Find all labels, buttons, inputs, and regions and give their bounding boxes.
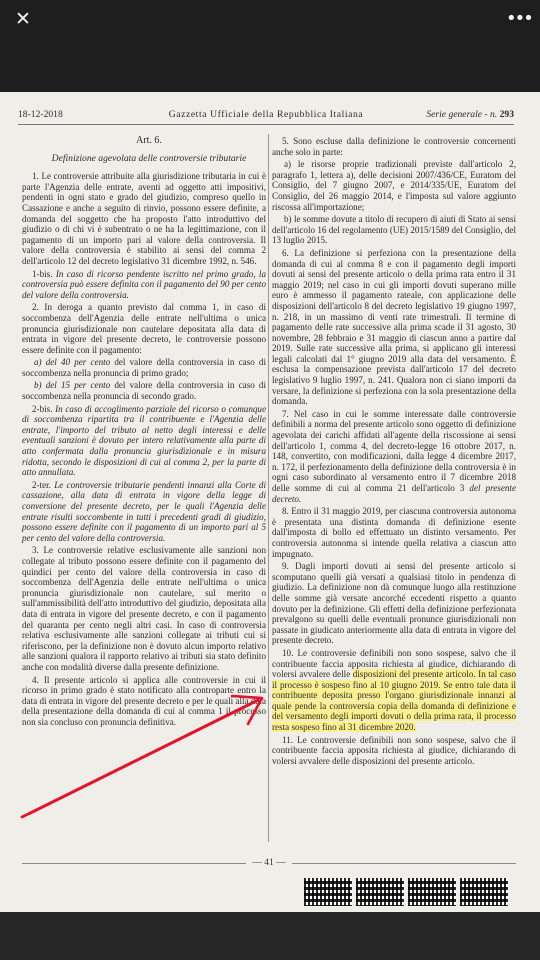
- paragraph-3: 3. Le controversie relative esclusivamente alle sanzioni non collegate al tributo possono essere definite con il pagamento del quindici per cento del valore della controversia in caso di soccombenza dell'Agenzia delle entrate nell'ultima o unica pronuncia giurisdizionale non cautelare, sul merito o sull'ammissibilità dell'atto introduttivo del giudizio, depositata alla data di entrata in vigore del presente decreto, e con il pagamento del quaranta per cento negli altri casi. In caso di controversia relativa esclusivamente alle sanzioni collegate ai tributi cui si riferiscono, per la definizione non è dovuto alcun importo relativo alle sanzioni qualora il rapporto relativo ai tributi sia stato definito anche con modalità diverse dalla presente definizione.: [22, 545, 266, 672]
- paragraph-2ter: 2-ter. Le controversie tributarie pendenti innanzi alla Corte di cassazione, alla data di entrata in vigore della legge di conversione del presente decreto, per le quali l'Agenzia delle entrate risulti soccombente in tutti i precedenti gradi di giudizio, possono essere definite con il pagamento di un importo pari al 5 per cento del valore della controversia.: [22, 479, 266, 543]
- header-series: [426, 108, 514, 122]
- qr-code-image: [408, 878, 456, 906]
- highlighted-text: disposizioni del presente articolo. In tal caso il processo è sospeso fino al 10 giugno 2019. Se entro tale data il contribuente deposita presso l'organo giurisdizionale innanzi al quale pende la controversia copia della domanda di definizione e del versamento degli importi dovuti o della prima rata, il processo resta sospeso fino al 31 dicembre 2020.: [272, 669, 516, 733]
- gazette-header: [18, 108, 514, 125]
- qr-code-image: [304, 878, 352, 906]
- viewer-bottom-bar: [0, 912, 540, 960]
- paragraph-5a: a) le risorse proprie tradizionali previste dall'articolo 2, paragrafo 1, lettera a), delle decisioni 2007/436/CE, Euratom del Consiglio, del 7 giugno 2007, e 2014/335/UE, Euratom del Consiglio, del 26 maggio 2014, e l'imposta sul valore aggiunto riscossa all'importazione;: [272, 159, 516, 212]
- paragraph-1: 1. Le controversie attribuite alla giurisdizione tributaria in cui è parte l'Agenzia delle entrate, aventi ad oggetto atti impositivi, pendenti in ogni stato e grado del giudizio, compreso quello in Cassazione e anche a seguito di rinvio, possono essere definite, a domanda del soggetto che ha proposto l'atto introduttivo del giudizio o di chi vi è subentrato o ne ha la legittimazione, con il pagamento di un importo pari al valore della controversia. Il valore della controversia è stabilito ai sensi del comma 2 dell'articolo 12 del decreto legislativo 31 dicembre 1992, n. 546.: [22, 171, 266, 266]
- footer-rule-left: [22, 863, 248, 864]
- header-title: Gazzetta Ufficiale della Repubblica Italiana: [168, 109, 364, 120]
- article-title: Art. 6.: [136, 135, 162, 146]
- header-series-label: Serie generale - n.: [426, 109, 500, 120]
- document-page: [0, 92, 540, 912]
- header-issue-number: 293: [499, 109, 514, 120]
- page-number: — 41 —: [246, 856, 291, 870]
- paragraph-5: 5. Sono escluse dalla definizione le controversie concernenti anche solo in parte:: [272, 136, 516, 157]
- left-column: [22, 136, 266, 729]
- paragraph-2: 2. In deroga a quanto previsto dal comma 1, in caso di soccombenza dell'Agenzia delle entrate nell'ultima o unica pronuncia giurisdizionale non cautelare depositata alla data di entrata in vigore del presente decreto, le controversie possono essere definite con il pagamento:: [22, 302, 266, 355]
- header-date: 18-12-2018: [18, 109, 63, 120]
- more-options-icon[interactable]: •••: [506, 8, 532, 29]
- column-divider: [268, 134, 269, 842]
- page-footer: [22, 856, 516, 872]
- paragraph-7: 7. Nel caso in cui le somme interessate dalle controversie definibili a norma del presente articolo sono oggetto di definizione agevolata dei carichi affidati all'agente della riscossione ai sensi dell'articolo 1, comma 4, del decreto-legge 16 ottobre 2017, n. 148, convertito, con modificazioni, dalla legge 4 dicembre 2017, n. 172, il perfezionamento della definizione della controversia è in ogni caso subordinato al versamento entro il 7 dicembre 2018 delle somme di cui al comma 21 dell'articolo 3 del presente decreto.: [272, 408, 516, 504]
- viewer-top-bar: [0, 0, 540, 92]
- paragraph-8: 8. Entro il 31 maggio 2019, per ciascuna controversia autonoma è presentata una distinta domanda di definizione esente dall'imposta di bollo ed effettuato un distinto versamento. Per controversia autonoma si intende quella relativa a ciascun atto impugnato.: [272, 506, 516, 559]
- qr-code-image: [460, 878, 508, 906]
- paragraph-10: 10. Le controversie definibili non sono sospese, salvo che il contribuente faccia apposita richiesta al giudice, dichiarando di volersi avvalere delle disposizioni del presente articolo. In tal caso il processo è sospeso fino al 10 giugno 2019. Se entro tale data il contribuente deposita presso l'organo giurisdizionale innanzi al quale pende la controversia copia della domanda di definizione e del versamento degli importi dovuti o della prima rata, il processo resta sospeso fino al 31 dicembre 2020.: [272, 647, 516, 733]
- paragraph-5b: b) le somme dovute a titolo di recupero di aiuti di Stato ai sensi dell'articolo 16 del regolamento (UE) 2015/1589 del Consiglio, del 13 luglio 2015.: [272, 214, 516, 246]
- paragraph-4: 4. Il presente articolo si applica alle controversie in cui il ricorso in primo grado è stato notificato alla controparte entro la data di entrata in vigore del presente decreto e per le quali alla data della presentazione della domanda di cui al comma 1 il processo non sia concluso con pronuncia definitiva.: [22, 674, 266, 727]
- article-subtitle: Definizione agevolata delle controversie tributarie: [51, 152, 247, 164]
- qr-code-image: [356, 878, 404, 906]
- paragraph-2b: b) del 15 per cento del valore della controversia in caso di soccombenza nella pronuncia di secondo grado.: [22, 380, 267, 402]
- paragraph-6: 6. La definizione si perfeziona con la presentazione della domanda di cui al comma 8 e con il pagamento degli importi dovuti ai sensi del presente articolo o della prima rata entro il 31 maggio 2019; nel caso in cui gli importi dovuti superano mille euro è ammesso il pagamento rateale, con applicazione delle disposizioni dell'articolo 8 del decreto legislativo 19 giugno 1997, n. 218, in un massimo di venti rate trimestrali. Il termine di pagamento delle rate successive alla prima scade il 31 agosto, 30 novembre, 28 febbraio e 31 maggio di ciascun anno a partire dal 2019. Sulle rate successive alla prima, si applicano gli interessi legali calcolati dal 1° giugno 2019 alla data del versamento. È esclusa la compensazione prevista dall'articolo 17 del decreto legislativo 9 luglio 1997, n. 241. Qualora non ci siano importi da versare, la definizione si perfeziona con la sola presentazione della domanda.: [272, 247, 516, 407]
- footer-rule-right: [290, 863, 516, 864]
- paragraph-11: 11. Le controversie definibili non sono sospese, salvo che il contribuente faccia apposita richiesta al giudice, dichiarando di volersi avvalere delle disposizioni del presente articolo.: [272, 734, 516, 766]
- right-column: [272, 136, 516, 768]
- close-icon[interactable]: ✕: [15, 8, 31, 30]
- barcode-strip: [304, 878, 510, 906]
- paragraph-1bis: 1-bis. In caso di ricorso pendente iscritto nel primo grado, la controversia può essere definita con il pagamento del 90 per cento del valore della controversia.: [22, 268, 266, 300]
- paragraph-2a: a) del 40 per cento del valore della controversia in caso di soccombenza nella pronuncia di primo grado;: [22, 357, 267, 378]
- paragraph-9: 9. Dagli importi dovuti ai sensi del presente articolo si scomputano quelli già versati a qualsiasi titolo in pendenza di giudizio. La definizione non dà comunque luogo alla restituzione delle somme già versate ancorché eccedenti rispetto a quanto dovuto per la definizione. Gli effetti della definizione perfezionata prevalgono su quelli delle eventuali pronunce giurisdizionali non passate in giudicato anteriormente alla data di entrata in vigore del presente decreto.: [272, 561, 516, 646]
- paragraph-2bis: 2-bis. In caso di accoglimento parziale del ricorso o comunque di soccombenza ripartita tra il contribuente e l'Agenzia delle entrate, l'importo del tributo al netto degli interessi e delle eventuali sanzioni è dovuto per intero relativamente alla parte di atto confermata dalla pronuncia giurisdizionale e in misura ridotta, secondo le disposizioni di cui al comma 2, per la parte di atto annullata.: [22, 403, 266, 478]
